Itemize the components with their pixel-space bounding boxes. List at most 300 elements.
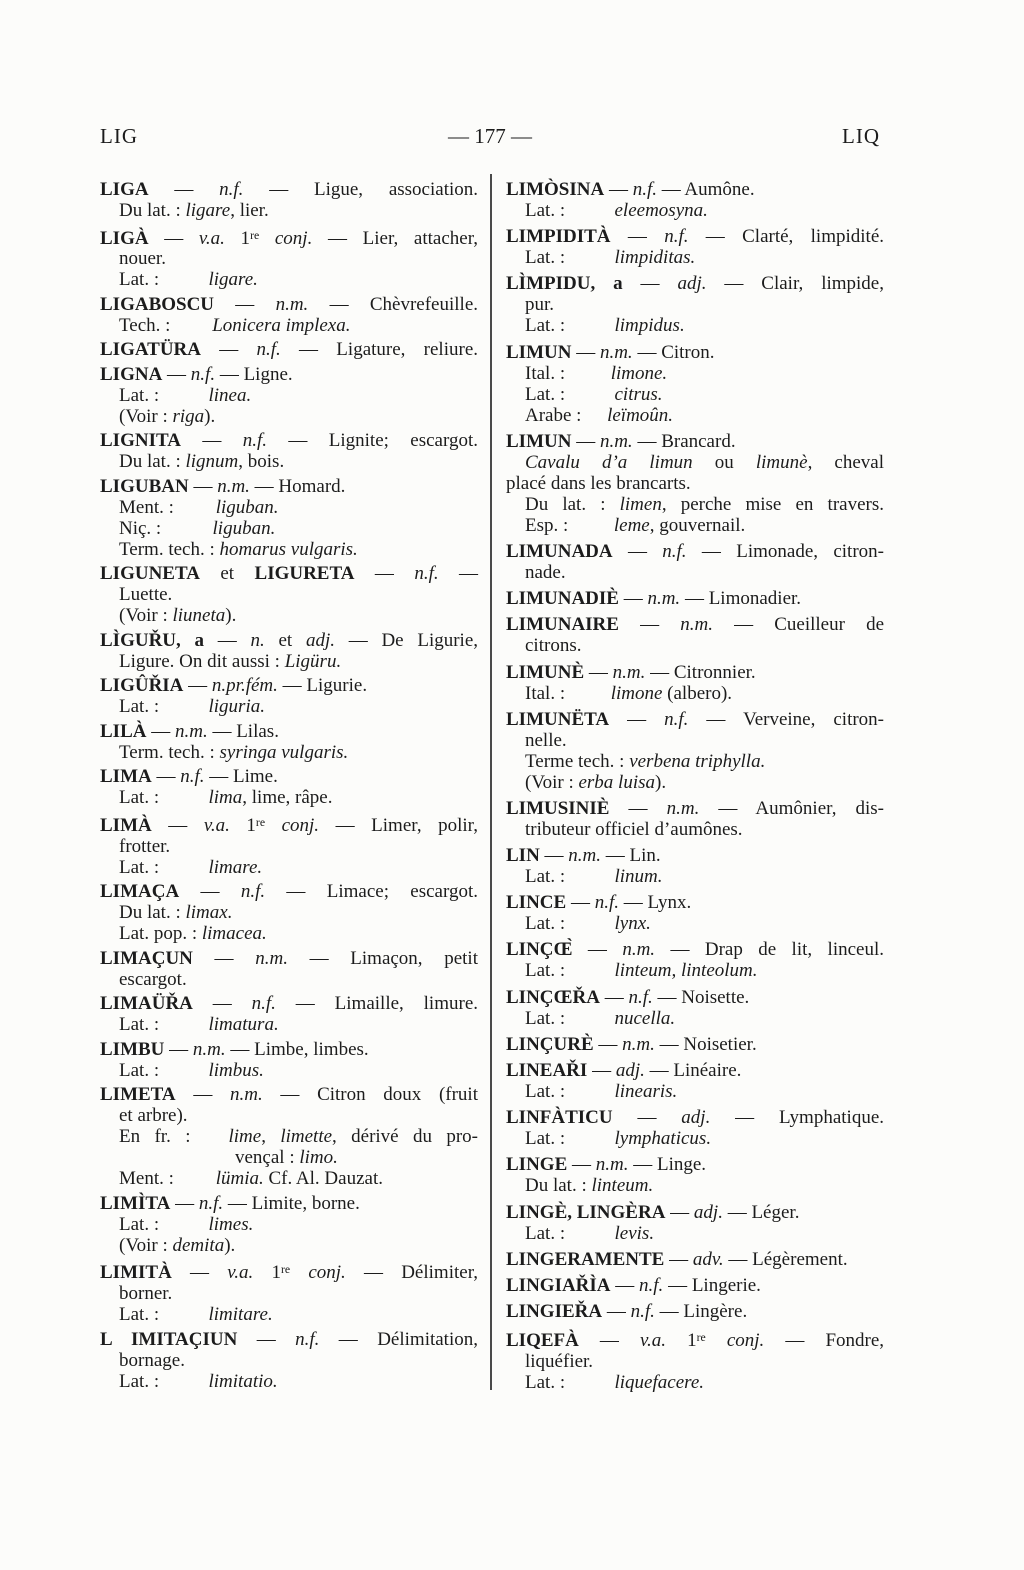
regular-text: —: [609, 708, 665, 730]
entry-line: [100, 742, 478, 763]
entry-line: [100, 385, 478, 406]
regular-text: —: [204, 629, 251, 651]
regular-text: Du lat. :: [119, 451, 186, 473]
italic-text: n.f.: [639, 1274, 664, 1296]
regular-text: —: [237, 1328, 296, 1350]
italic-text: liguria.: [208, 696, 265, 718]
entry-line: [506, 1107, 884, 1128]
regular-text: — Chèvrefeuille.: [308, 293, 478, 315]
regular-text: —: [188, 475, 218, 497]
regular-text: —: [151, 814, 204, 836]
italic-text: n.f.: [242, 430, 267, 452]
regular-text: — Limonade, citron-: [686, 540, 884, 562]
italic-text: n.m.: [622, 939, 656, 961]
regular-text: — Limonadier.: [680, 588, 802, 610]
regular-text: Niç. :: [119, 517, 162, 539]
entry-line: [506, 1128, 884, 1149]
italic-text: linteum.: [591, 1175, 654, 1197]
entry-line: [506, 315, 884, 336]
entry-line: [506, 1327, 884, 1351]
entry-line: [100, 1084, 478, 1105]
regular-text: — Drap de lit, linceul.: [655, 939, 884, 961]
entry-line: [100, 1283, 478, 1304]
regular-text: — Noisetier.: [654, 1033, 757, 1055]
regular-text: —: [148, 227, 199, 249]
regular-text: —: [571, 341, 600, 363]
italic-text: conj.: [308, 1262, 346, 1284]
tab-spacer: [159, 802, 208, 803]
regular-text: Lat. :: [119, 1370, 160, 1392]
headword-text: LIQEFÀ: [506, 1330, 579, 1352]
tab-spacer: [565, 1023, 614, 1024]
regular-text: — Lignite; escargot.: [267, 430, 478, 452]
entry-line: [100, 969, 478, 990]
regular-text: (Voir :: [119, 605, 173, 627]
dictionary-entry: [100, 476, 478, 560]
tab-spacer: [159, 284, 208, 285]
italic-text: n.m.: [599, 341, 633, 363]
regular-text: (Voir :: [119, 405, 173, 427]
entry-line: [506, 226, 884, 247]
dictionary-entry: [506, 798, 884, 840]
tab-spacer: [565, 881, 614, 882]
regular-text: — Limace; escargot.: [265, 881, 478, 903]
entry-line: [100, 248, 478, 269]
regular-text: — Limaille, limure.: [275, 993, 479, 1015]
dictionary-entry: [506, 1275, 884, 1296]
italic-text: levis.: [614, 1222, 655, 1244]
entry-line: [506, 892, 884, 913]
entry-line: [100, 476, 478, 497]
italic-text: n.f.: [190, 363, 216, 385]
entry-line: [506, 709, 884, 730]
italic-text: adj.: [305, 629, 335, 651]
regular-text: Tech. :: [119, 314, 171, 336]
entry-line: [506, 473, 884, 494]
regular-text: Ital. :: [525, 682, 566, 704]
headword-text: LINÇŒ̀: [506, 939, 573, 961]
headword-text: LIMBU: [100, 1038, 165, 1060]
entry-line: [100, 406, 478, 427]
entry-line: [506, 405, 884, 426]
superscript-text: re: [250, 228, 260, 242]
entry-line: [100, 539, 478, 560]
regular-text: —: [354, 563, 415, 585]
regular-text: [259, 227, 275, 248]
dictionary-entry: [100, 1039, 478, 1081]
tab-spacer: [565, 262, 614, 263]
entry-line: [506, 730, 884, 751]
headword-text: LINEAŘI: [506, 1060, 588, 1081]
italic-text: conj.: [281, 814, 320, 836]
regular-text: —: [571, 430, 600, 452]
regular-text: et arbre).: [119, 1105, 188, 1127]
entry-line: [506, 363, 884, 384]
regular-text: Lat. :: [525, 913, 566, 935]
regular-text: Term. tech. :: [119, 741, 220, 763]
entry-line: [100, 1235, 478, 1256]
regular-text: —: [609, 797, 667, 819]
entry-line: [506, 751, 884, 772]
regular-text: Ment. :: [119, 496, 174, 518]
regular-text: —: [622, 273, 678, 295]
headword-text: LINÇURÈ: [506, 1033, 594, 1055]
entry-line: [506, 614, 884, 635]
italic-text: limone: [610, 682, 663, 704]
dictionary-entry: [100, 1329, 478, 1392]
superscript-text: re: [280, 1263, 291, 1277]
italic-text: linearis.: [614, 1081, 678, 1102]
headword-text: LINFÀTICU: [506, 1107, 613, 1129]
italic-text: n.m.: [192, 1038, 226, 1060]
regular-text: —: [587, 1060, 616, 1081]
regular-text: —: [148, 179, 220, 200]
regular-text: Lat. :: [525, 960, 566, 982]
regular-text: —: [578, 1330, 640, 1352]
headword-text: LIMUN: [506, 341, 572, 363]
regular-text: —: [665, 1201, 694, 1223]
tab-spacer: [565, 1143, 614, 1144]
entry-line: [506, 1008, 884, 1029]
regular-text: liquéfier.: [525, 1351, 594, 1373]
dictionary-entry: [506, 892, 884, 934]
regular-text: , bois.: [238, 451, 285, 473]
regular-text: ,: [261, 1126, 281, 1148]
italic-text: limen: [619, 493, 662, 515]
regular-text: — Linge.: [628, 1154, 707, 1176]
regular-text: — Brancard.: [632, 430, 736, 452]
tab-spacer: [565, 975, 614, 976]
regular-text: — Limite, borne.: [223, 1192, 360, 1214]
entry-line: [506, 1175, 884, 1196]
italic-text: n.m.: [230, 1084, 263, 1106]
entry-line: [506, 1351, 884, 1372]
regular-text: Lat. :: [119, 1059, 160, 1081]
entry-line: [100, 812, 478, 836]
regular-text: placé dans les brancarts.: [506, 472, 691, 494]
entry-line: [506, 431, 884, 452]
regular-text: vençal :: [235, 1147, 300, 1169]
italic-text: n.f.: [662, 540, 687, 562]
headword-text: LILÀ: [100, 720, 147, 742]
italic-text: limone.: [610, 362, 668, 384]
regular-text: —: [610, 1274, 640, 1296]
italic-text: liquefacere.: [614, 1372, 705, 1394]
italic-text: lümia.: [215, 1168, 264, 1190]
headword-text: LIMAÇA: [100, 881, 180, 903]
entry-line: [506, 939, 884, 960]
regular-text: — De Ligurie,: [334, 629, 479, 651]
regular-text: frotter.: [119, 835, 171, 857]
headword-text: LIMÌTA: [100, 1192, 171, 1214]
italic-text: Lonicera implexa.: [212, 314, 351, 336]
regular-text: Cf. Al. Dauzat.: [263, 1168, 383, 1190]
entry-line: [100, 630, 478, 651]
headword-text: LIGÀ: [100, 227, 149, 249]
headword-text: LIMUN: [506, 430, 572, 452]
regular-text: — Limer, polir,: [319, 814, 478, 836]
dictionary-entry: [100, 881, 478, 944]
entry-line: [100, 902, 478, 923]
superscript-text: re: [696, 1331, 706, 1345]
regular-text: — Délimiter,: [345, 1262, 479, 1284]
italic-text: n.: [250, 629, 265, 651]
headword-text: LIMUNAIRE: [506, 614, 619, 636]
header-guide-word-right: LIQ: [842, 124, 880, 148]
regular-text: — Fondre,: [764, 1330, 885, 1352]
tab-spacer: [159, 1229, 208, 1230]
italic-text: n.f.: [219, 179, 244, 200]
entry-line: [100, 451, 478, 472]
entry-line: [100, 518, 478, 539]
regular-text: Esp. :: [525, 514, 569, 536]
headword-text: LIGNITA: [100, 430, 181, 452]
regular-text: —: [438, 563, 479, 585]
italic-text: conj.: [274, 227, 313, 249]
dictionary-entry: [506, 709, 884, 793]
italic-text: nucella.: [614, 1007, 676, 1029]
regular-text: — Aumône.: [656, 179, 755, 200]
regular-text: —: [566, 892, 595, 914]
regular-text: Du lat. :: [119, 200, 186, 221]
headword-text: LIGUBAN: [100, 475, 189, 497]
tab-spacer: [565, 1096, 614, 1097]
regular-text: — Cueilleur de: [712, 614, 885, 636]
entry-line: [100, 1147, 478, 1168]
dictionary-entry: [506, 179, 884, 221]
dictionary-entry: [506, 1107, 884, 1149]
headword-text: LÌGUŘU, a: [100, 629, 204, 651]
dictionary-entry: [100, 339, 478, 360]
regular-text: — Citron doux (fruit: [262, 1084, 478, 1106]
italic-text: citrus.: [614, 383, 663, 405]
entry-line: [506, 1301, 884, 1322]
entry-line: [100, 269, 478, 290]
regular-text: —: [612, 540, 663, 562]
italic-text: limare.: [208, 856, 263, 878]
italic-text: Ligüru.: [284, 650, 342, 672]
regular-text: Lat. :: [119, 787, 160, 809]
regular-text: borner.: [119, 1283, 173, 1305]
italic-text: limes.: [208, 1213, 254, 1235]
entry-line: [506, 294, 884, 315]
headword-text: LIMETA: [100, 1084, 176, 1106]
italic-text: v.a.: [203, 814, 230, 836]
tab-spacer: [565, 330, 614, 331]
tab-spacer: [174, 512, 216, 513]
tab-spacer: [159, 1319, 208, 1320]
italic-text: ligare: [185, 200, 231, 221]
regular-text: Terme tech. :: [525, 750, 630, 772]
regular-text: Lat. :: [119, 1014, 160, 1036]
italic-text: n.f.: [256, 339, 281, 361]
entry-line: [100, 179, 478, 200]
dictionary-entry: [506, 541, 884, 583]
entry-line: [506, 1202, 884, 1223]
entry-line: [506, 273, 884, 294]
regular-text: Lat. :: [119, 1304, 160, 1326]
regular-text: (Voir :: [525, 771, 579, 793]
regular-text: —: [602, 1301, 631, 1323]
italic-text: verbena triphylla.: [629, 750, 766, 772]
headword-text: LÌMPIDU, a: [506, 273, 623, 295]
regular-text: Ital. :: [525, 362, 566, 384]
regular-text: Du lat. :: [525, 493, 620, 515]
tab-spacer: [161, 533, 212, 534]
column-divider-rule: [490, 174, 492, 1390]
headword-text: L IMITAÇIUN: [100, 1328, 238, 1350]
italic-text: adj.: [693, 1201, 723, 1223]
entry-line: [506, 1034, 884, 1055]
dictionary-entry: [100, 563, 478, 626]
regular-text: — Lingerie.: [663, 1274, 761, 1296]
entry-line: [506, 987, 884, 1008]
regular-text: — Léger.: [722, 1201, 800, 1223]
entry-line: [100, 200, 478, 221]
headword-text: LINCE: [506, 892, 567, 914]
entry-line: [100, 497, 478, 518]
entry-line: [100, 923, 478, 944]
regular-text: (albero).: [662, 682, 733, 704]
headword-text: LIGABOSCU: [100, 293, 215, 315]
regular-text: Lat. :: [525, 200, 566, 221]
regular-text: 1: [229, 814, 256, 836]
dictionary-entry: [100, 993, 478, 1035]
entry-line: [100, 430, 478, 451]
regular-text: Lat. :: [525, 383, 566, 405]
regular-text: —: [567, 1154, 596, 1176]
entry-line: [100, 563, 478, 584]
dictionary-entry: [100, 364, 478, 427]
italic-text: limbus.: [208, 1059, 264, 1081]
dictionary-entry: [506, 845, 884, 887]
italic-text: n.m.: [217, 475, 250, 497]
regular-text: —: [171, 1262, 228, 1284]
headword-text: LIMUNÈ: [506, 661, 585, 683]
regular-text: —: [572, 939, 623, 961]
entry-line: [100, 857, 478, 878]
regular-text: —: [604, 179, 633, 200]
regular-text: bornage.: [119, 1349, 185, 1371]
regular-text: —: [146, 720, 175, 742]
regular-text: En fr. :: [119, 1126, 191, 1148]
dictionary-entry: [506, 588, 884, 609]
regular-text: tributeur officiel d’aumônes.: [525, 818, 743, 840]
entry-line: [100, 1259, 478, 1283]
regular-text: [265, 815, 282, 836]
italic-text: linum.: [614, 866, 663, 888]
regular-text: , gouvernail.: [649, 514, 746, 536]
tab-spacer: [565, 928, 614, 929]
italic-text: n.f.: [664, 226, 689, 248]
italic-text: n.m.: [174, 720, 208, 742]
headword-text: LIMÒSINA: [506, 179, 605, 200]
italic-text: adj.: [615, 1060, 645, 1081]
regular-text: — Ligurie.: [277, 675, 368, 697]
italic-text: demita: [172, 1234, 225, 1256]
dictionary-entry: [100, 675, 478, 717]
regular-text: 1: [224, 227, 251, 249]
headword-text: LIMA: [100, 766, 152, 788]
regular-text: Lat. :: [119, 696, 160, 718]
entry-line: [506, 452, 884, 473]
entry-line: [100, 364, 478, 385]
headword-text: LIMUNADIÈ: [506, 588, 619, 610]
entry-line: [506, 1249, 884, 1270]
regular-text: —: [180, 430, 243, 452]
regular-text: — Lin.: [601, 845, 661, 867]
dictionary-entry: [100, 1259, 478, 1325]
entry-line: [506, 541, 884, 562]
headword-text: LINGÈ, LINGÈRA: [506, 1201, 666, 1223]
entry-line: [506, 662, 884, 683]
regular-text: — Linéaire.: [644, 1060, 742, 1081]
entry-line: [506, 1154, 884, 1175]
regular-text: Lat. :: [119, 1213, 160, 1235]
italic-text: liguban.: [212, 517, 276, 539]
italic-text: lime: [228, 1126, 262, 1148]
regular-text: —: [192, 947, 256, 969]
regular-text: Du lat. :: [525, 1175, 592, 1197]
entry-line: [506, 960, 884, 981]
entry-line: [100, 1193, 478, 1214]
tab-spacer: [565, 399, 614, 400]
regular-text: — Lynx.: [618, 892, 692, 914]
italic-text: n.m.: [595, 1154, 629, 1176]
regular-text: — Aumônier, dis-: [699, 797, 885, 819]
headword-text: LIMAÜŘA: [100, 993, 193, 1015]
italic-text: n.f.: [414, 563, 439, 585]
regular-text: ).: [224, 1234, 236, 1256]
regular-text: escargot.: [119, 968, 187, 990]
entry-line: [100, 1060, 478, 1081]
regular-text: —: [539, 845, 569, 867]
tab-spacer: [565, 1387, 614, 1388]
entry-line: [506, 683, 884, 704]
regular-text: Lat. :: [525, 1081, 566, 1102]
italic-text: liguban.: [215, 496, 279, 518]
regular-text: — Clair, limpide,: [706, 273, 884, 295]
header-guide-word-left: LIG: [100, 124, 138, 148]
italic-text: linea.: [208, 384, 252, 406]
italic-text: adj.: [677, 273, 707, 295]
regular-text: — Délimitation,: [319, 1328, 478, 1350]
regular-text: nelle.: [525, 729, 567, 751]
italic-text: limo.: [299, 1147, 338, 1169]
italic-text: liuneta: [172, 605, 226, 627]
regular-text: , cheval: [807, 451, 885, 473]
italic-text: limunè: [755, 451, 808, 473]
page-header: [100, 124, 880, 152]
regular-text: Ligure. On dit aussi :: [119, 650, 285, 672]
regular-text: — Verveine, citron-: [688, 708, 884, 730]
regular-text: Lat. :: [525, 247, 566, 269]
entry-line: [506, 798, 884, 819]
dictionary-entry: [506, 1202, 884, 1244]
italic-text: leïmoûn.: [607, 404, 674, 426]
dictionary-entry: [100, 766, 478, 808]
regular-text: pur.: [525, 294, 555, 316]
entry-line: [506, 772, 884, 793]
regular-text: 1: [253, 1262, 281, 1284]
regular-text: Lat. :: [119, 269, 160, 291]
regular-text: nouer.: [119, 248, 166, 270]
regular-text: — Clarté, limpidité.: [688, 226, 885, 248]
tab-spacer: [565, 698, 611, 699]
entry-line: [100, 696, 478, 717]
headword-text: LINGIEŘA: [506, 1301, 603, 1323]
entry-line: [100, 1304, 478, 1325]
